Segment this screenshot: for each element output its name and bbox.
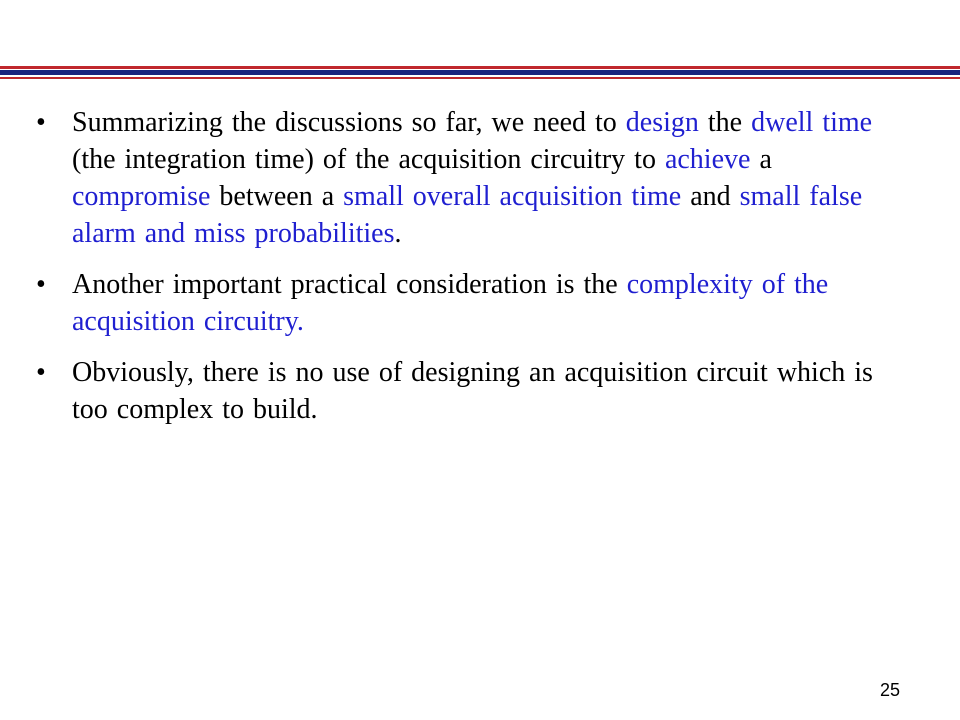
text-segment: Obviously, there is no use of designing an acquisition circuit which is too complex to build. bbox=[72, 357, 873, 425]
text-segment: a bbox=[750, 144, 772, 175]
highlighted-phrase: design bbox=[625, 107, 699, 138]
text-segment: the bbox=[698, 107, 752, 138]
bullet-text bbox=[72, 107, 872, 249]
bullet-marker: • bbox=[36, 357, 46, 388]
text-segment: (the integration time) of the acquisition circuitry to bbox=[72, 144, 665, 175]
text-segment: . bbox=[394, 218, 402, 249]
header-rule-red-top bbox=[0, 66, 960, 69]
highlighted-phrase: dwell time bbox=[751, 107, 873, 138]
bullet-item bbox=[36, 354, 896, 428]
text-segment: Another important practical consideration is the bbox=[72, 269, 627, 300]
bullet-text bbox=[72, 269, 828, 337]
page-number: 25 bbox=[880, 680, 901, 700]
bullet-marker: • bbox=[36, 107, 46, 138]
text-segment: Summarizing the discussions so far, we need to bbox=[72, 107, 626, 138]
highlighted-phrase: small overall acquisition time bbox=[343, 181, 682, 212]
highlighted-phrase: complexity of the acquisition circuitry. bbox=[72, 269, 829, 337]
bullet-item bbox=[36, 104, 896, 252]
text-segment: and bbox=[681, 181, 740, 212]
bullet-item bbox=[36, 266, 896, 340]
header-rule-navy bbox=[0, 70, 960, 75]
header-rule bbox=[0, 66, 960, 82]
bullet-marker: • bbox=[36, 269, 46, 300]
highlighted-phrase: small false alarm and miss probabilities bbox=[72, 181, 863, 249]
highlighted-phrase: compromise bbox=[72, 181, 211, 212]
highlighted-phrase: achieve bbox=[664, 144, 751, 175]
header-rule-red-bottom bbox=[0, 77, 960, 79]
text-segment: between a bbox=[210, 181, 344, 212]
bullet-text bbox=[72, 357, 873, 425]
bullet-list bbox=[36, 104, 896, 442]
